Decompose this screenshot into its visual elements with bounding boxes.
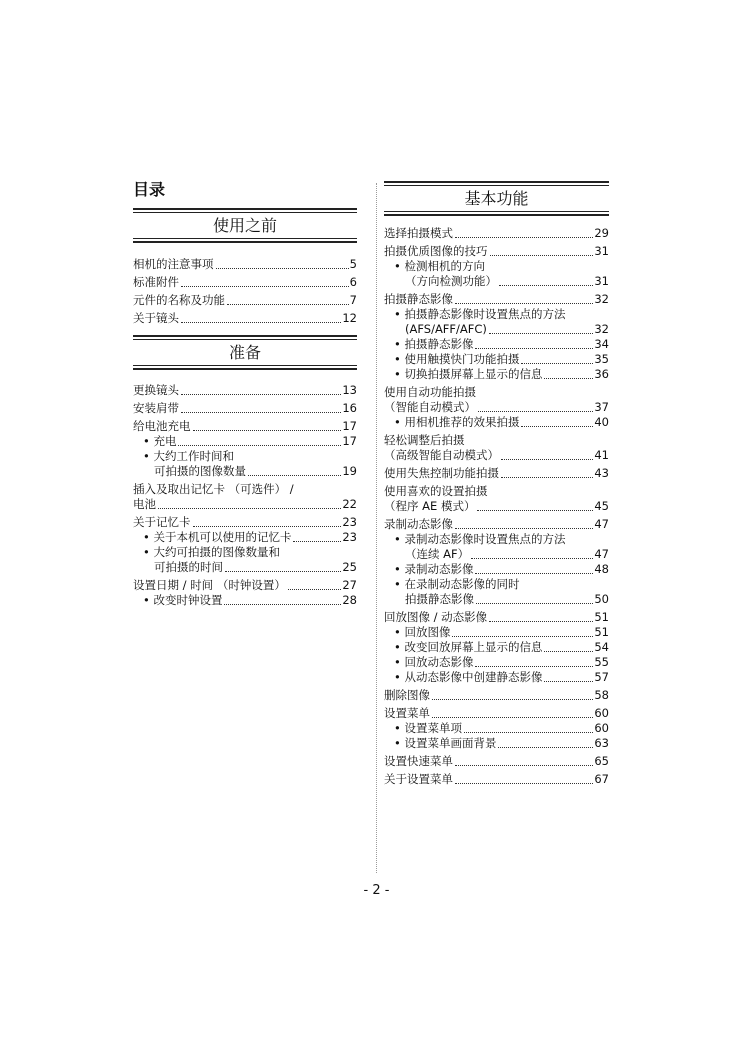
toc-entry	[133, 497, 357, 512]
toc-entry-page: 51	[594, 625, 609, 639]
toc-entry-page: 31	[594, 274, 609, 288]
toc-entry	[133, 464, 357, 479]
toc-entry-title: 录制动态影像	[384, 517, 453, 531]
toc-entry-page: 43	[594, 466, 609, 480]
dot-leader	[464, 732, 593, 733]
column-divider	[376, 183, 377, 873]
toc-entry-title: 电池	[133, 497, 156, 511]
toc-entry-page: 36	[594, 367, 609, 381]
page-title: 目录	[133, 180, 166, 199]
toc-entry-page: 40	[594, 415, 609, 429]
toc-entry-title: • 回放图像	[394, 625, 450, 640]
toc-entry	[384, 499, 609, 514]
toc-entry-title: 拍摄优质图像的技巧	[384, 244, 488, 258]
toc-entry	[133, 257, 357, 272]
dot-leader	[455, 237, 593, 238]
toc-entry-page: 60	[594, 721, 609, 735]
toc-entry	[133, 530, 357, 545]
toc-entry-title: • 拍摄静态影像时设置焦点的方法	[394, 307, 565, 322]
toc-entry	[133, 560, 357, 575]
toc-entry-page: 7	[349, 293, 357, 307]
toc-list	[133, 257, 357, 326]
toc-entry-title: 相机的注意事项	[133, 257, 214, 271]
toc-entry	[384, 532, 609, 547]
toc-entry	[133, 419, 357, 434]
dot-leader	[293, 541, 341, 542]
section-rule	[384, 214, 609, 216]
toc-entry-page: 17	[342, 419, 357, 433]
dot-leader	[181, 286, 349, 287]
toc-entry	[384, 610, 609, 625]
toc-entry-page: 34	[594, 337, 609, 351]
dot-leader	[181, 394, 341, 395]
dot-leader	[248, 475, 341, 476]
section-rule	[133, 241, 357, 243]
toc-entry-page: 60	[594, 706, 609, 720]
toc-entry	[384, 706, 609, 721]
toc-entry-page: 13	[342, 383, 357, 397]
dot-leader	[476, 603, 593, 604]
toc-entry-title: • 大约可拍摄的图像数量和	[143, 545, 280, 560]
toc-entry-page: 45	[594, 499, 609, 513]
toc-entry	[133, 482, 357, 497]
toc-entry-title: （方向检测功能）	[405, 274, 497, 288]
toc-entry	[133, 545, 357, 560]
toc-entry-title: • 使用触摸快门功能拍摄	[394, 352, 519, 367]
toc-entry	[384, 772, 609, 787]
section-rule	[133, 238, 357, 239]
toc-entry-page: 32	[594, 322, 609, 336]
toc-entry	[384, 226, 609, 241]
toc-entry-title: • 拍摄静态影像	[394, 337, 473, 352]
toc-entry-title: 选择拍摄模式	[384, 226, 453, 240]
section-title: 准备	[228, 343, 261, 362]
toc-entry-title: 关于记忆卡	[133, 515, 191, 529]
toc-entry-page: 22	[342, 497, 357, 511]
section-rule	[133, 208, 357, 210]
toc-entry-title: • 切换拍摄屏幕上显示的信息	[394, 367, 542, 382]
dot-leader	[477, 510, 593, 511]
toc-entry-title: （程序 AE 模式）	[384, 499, 476, 513]
toc-entry	[133, 515, 357, 530]
toc-entry-title: 给电池充电	[133, 419, 191, 433]
toc-entry	[384, 655, 609, 670]
toc-entry	[384, 721, 609, 736]
toc-left-column	[133, 208, 357, 608]
toc-entry	[384, 640, 609, 655]
section-header-basic-functions	[384, 181, 609, 216]
toc-entry-title: • 在录制动态影像的同时	[394, 577, 519, 592]
dot-leader	[490, 255, 594, 256]
dot-leader	[288, 589, 342, 590]
toc-entry-title: 标准附件	[133, 275, 179, 289]
toc-entry-title: 更换镜头	[133, 383, 179, 397]
toc-entry-title: （连续 AF）	[405, 547, 470, 561]
toc-entry-page: 12	[342, 311, 357, 325]
section-rule	[133, 368, 357, 370]
section-title: 使用之前	[212, 216, 277, 235]
dot-leader	[455, 783, 593, 784]
toc-entry-title: 安装肩带	[133, 401, 179, 415]
toc-entry-title: • 检测相机的方向	[394, 259, 485, 274]
dot-leader	[432, 699, 593, 700]
toc-entry-page: 67	[594, 772, 609, 786]
dot-leader	[498, 747, 593, 748]
toc-entry	[133, 401, 357, 416]
toc-entry-title: • 关于本机可以使用的记忆卡	[143, 530, 291, 545]
toc-entry-title: （智能自动模式）	[384, 400, 476, 414]
toc-entry-title: • 改变时钟设置	[143, 593, 222, 608]
toc-entry	[384, 385, 609, 400]
toc-entry-page: 28	[342, 593, 357, 607]
section-rule	[133, 365, 357, 366]
toc-entry	[133, 593, 357, 608]
section-rule	[384, 211, 609, 212]
toc-entry-page: 51	[594, 610, 609, 624]
toc-entry-page: 23	[342, 515, 357, 529]
toc-entry	[384, 367, 609, 382]
toc-entry-title: 使用失焦控制功能拍摄	[384, 466, 499, 480]
toc-entry-page: 35	[594, 352, 609, 366]
toc-entry-title: • 回放动态影像	[394, 655, 473, 670]
toc-entry-title: 删除图像	[384, 688, 430, 702]
toc-entry-title: • 设置菜单画面背景	[394, 736, 496, 751]
dot-leader	[521, 426, 593, 427]
dot-leader	[475, 573, 593, 574]
dot-leader	[544, 378, 593, 379]
dot-leader	[432, 717, 593, 718]
dot-leader	[158, 508, 341, 509]
toc-entry	[384, 400, 609, 415]
dot-leader	[181, 322, 341, 323]
toc-entry	[384, 352, 609, 367]
toc-entry	[384, 547, 609, 562]
section-header-preparation	[133, 335, 357, 370]
toc-entry	[384, 259, 609, 274]
toc-list	[133, 383, 357, 608]
section-rule	[384, 181, 609, 183]
toc-entry	[384, 736, 609, 751]
toc-entry-page: 47	[594, 517, 609, 531]
toc-right-column	[384, 181, 609, 787]
toc-entry-title: • 录制动态影像时设置焦点的方法	[394, 532, 565, 547]
toc-entry	[384, 577, 609, 592]
dot-leader	[224, 604, 341, 605]
toc-entry-page: 6	[349, 275, 357, 289]
dot-leader	[499, 285, 593, 286]
toc-entry	[384, 517, 609, 532]
dot-leader	[178, 445, 341, 446]
toc-entry-page: 41	[594, 448, 609, 462]
toc-entry-title: 使用自动功能拍摄	[384, 385, 476, 399]
page-number: - 2 -	[363, 883, 390, 898]
toc-entry	[384, 562, 609, 577]
toc-entry	[384, 592, 609, 607]
toc-entry-title: (AFS/AFF/AFC)	[405, 322, 487, 336]
toc-entry	[384, 466, 609, 481]
toc-entry-title: 使用喜欢的设置拍摄	[384, 484, 488, 498]
toc-entry-title: • 录制动态影像	[394, 562, 473, 577]
toc-entry-title: 拍摄静态影像	[384, 292, 453, 306]
toc-entry	[133, 275, 357, 290]
toc-entry-title: • 大约工作时间和	[143, 449, 234, 464]
toc-entry	[384, 337, 609, 352]
toc-entry-title: 可拍摄的时间	[154, 560, 223, 574]
toc-entry-page: 23	[342, 530, 357, 544]
toc-entry-page: 47	[594, 547, 609, 561]
toc-entry-title: 可拍摄的图像数量	[154, 464, 246, 478]
toc-entry	[384, 274, 609, 289]
toc-entry	[133, 578, 357, 593]
toc-entry-page: 48	[594, 562, 609, 576]
dot-leader	[455, 765, 593, 766]
toc-entry-page: 5	[349, 257, 357, 271]
toc-entry	[384, 670, 609, 685]
toc-entry-page: 25	[342, 560, 357, 574]
toc-entry	[384, 688, 609, 703]
toc-entry-title: 拍摄静态影像	[405, 592, 474, 606]
toc-entry	[133, 293, 357, 308]
toc-entry-title: （高级智能自动模式）	[384, 448, 499, 462]
toc-entry-title: 元件的名称及功能	[133, 293, 225, 307]
dot-leader	[544, 681, 593, 682]
toc-entry-page: 54	[594, 640, 609, 654]
dot-leader	[216, 268, 349, 269]
toc-entry	[384, 625, 609, 640]
dot-leader	[455, 528, 593, 529]
toc-entry	[133, 383, 357, 398]
toc-entry-title: • 改变回放屏幕上显示的信息	[394, 640, 542, 655]
dot-leader	[489, 333, 593, 334]
toc-entry-page: 31	[594, 244, 609, 258]
toc-entry-page: 63	[594, 736, 609, 750]
dot-leader	[521, 363, 593, 364]
toc-entry-title: 回放图像 / 动态影像	[384, 610, 488, 624]
toc-entry-page: 32	[594, 292, 609, 306]
toc-entry-page: 50	[594, 592, 609, 606]
toc-entry-title: • 充电	[143, 434, 176, 449]
dot-leader	[181, 412, 341, 413]
dot-leader	[475, 348, 593, 349]
dot-leader	[471, 558, 593, 559]
toc-entry-page: 27	[342, 578, 357, 592]
dot-leader	[501, 477, 593, 478]
toc-entry	[384, 754, 609, 769]
toc-entry	[384, 244, 609, 259]
dot-leader	[227, 304, 349, 305]
toc-entry-title: 关于镜头	[133, 311, 179, 325]
toc-entry	[133, 449, 357, 464]
toc-entry-page: 57	[594, 670, 609, 684]
toc-entry-page: 19	[342, 464, 357, 478]
toc-entry-title: 设置菜单	[384, 706, 430, 720]
section-rule	[133, 335, 357, 337]
toc-entry-title: • 用相机推荐的效果拍摄	[394, 415, 519, 430]
toc-list	[384, 226, 609, 787]
dot-leader	[193, 430, 342, 431]
dot-leader	[455, 303, 593, 304]
toc-entry	[384, 307, 609, 322]
toc-entry-page: 58	[594, 688, 609, 702]
toc-entry-title: 轻松调整后拍摄	[384, 433, 465, 447]
toc-entry	[133, 311, 357, 326]
dot-leader	[193, 526, 342, 527]
toc-entry	[384, 448, 609, 463]
toc-entry-page: 65	[594, 754, 609, 768]
toc-entry	[384, 292, 609, 307]
toc-entry-page: 29	[594, 226, 609, 240]
toc-entry-page: 16	[342, 401, 357, 415]
toc-entry-title: 设置日期 / 时间 （时钟设置）	[133, 578, 286, 592]
toc-entry-title: 关于设置菜单	[384, 772, 453, 786]
dot-leader	[452, 636, 593, 637]
toc-entry	[384, 484, 609, 499]
toc-entry	[384, 415, 609, 430]
section-title: 基本功能	[464, 189, 529, 208]
dot-leader	[501, 459, 593, 460]
toc-entry	[384, 433, 609, 448]
dot-leader	[544, 651, 593, 652]
toc-entry-page: 37	[594, 400, 609, 414]
dot-leader	[478, 411, 593, 412]
toc-entry	[384, 322, 609, 337]
toc-entry-page: 55	[594, 655, 609, 669]
toc-entry-title: 设置快速菜单	[384, 754, 453, 768]
section-header-before-use	[133, 208, 357, 243]
toc-entry-page: 17	[342, 434, 357, 448]
toc-entry	[133, 434, 357, 449]
toc-entry-title: • 设置菜单项	[394, 721, 462, 736]
toc-entry-title: 插入及取出记忆卡 （可选件） /	[133, 482, 294, 496]
dot-leader	[475, 666, 593, 667]
dot-leader	[225, 571, 341, 572]
toc-entry-title: • 从动态影像中创建静态影像	[394, 670, 542, 685]
dot-leader	[489, 621, 593, 622]
